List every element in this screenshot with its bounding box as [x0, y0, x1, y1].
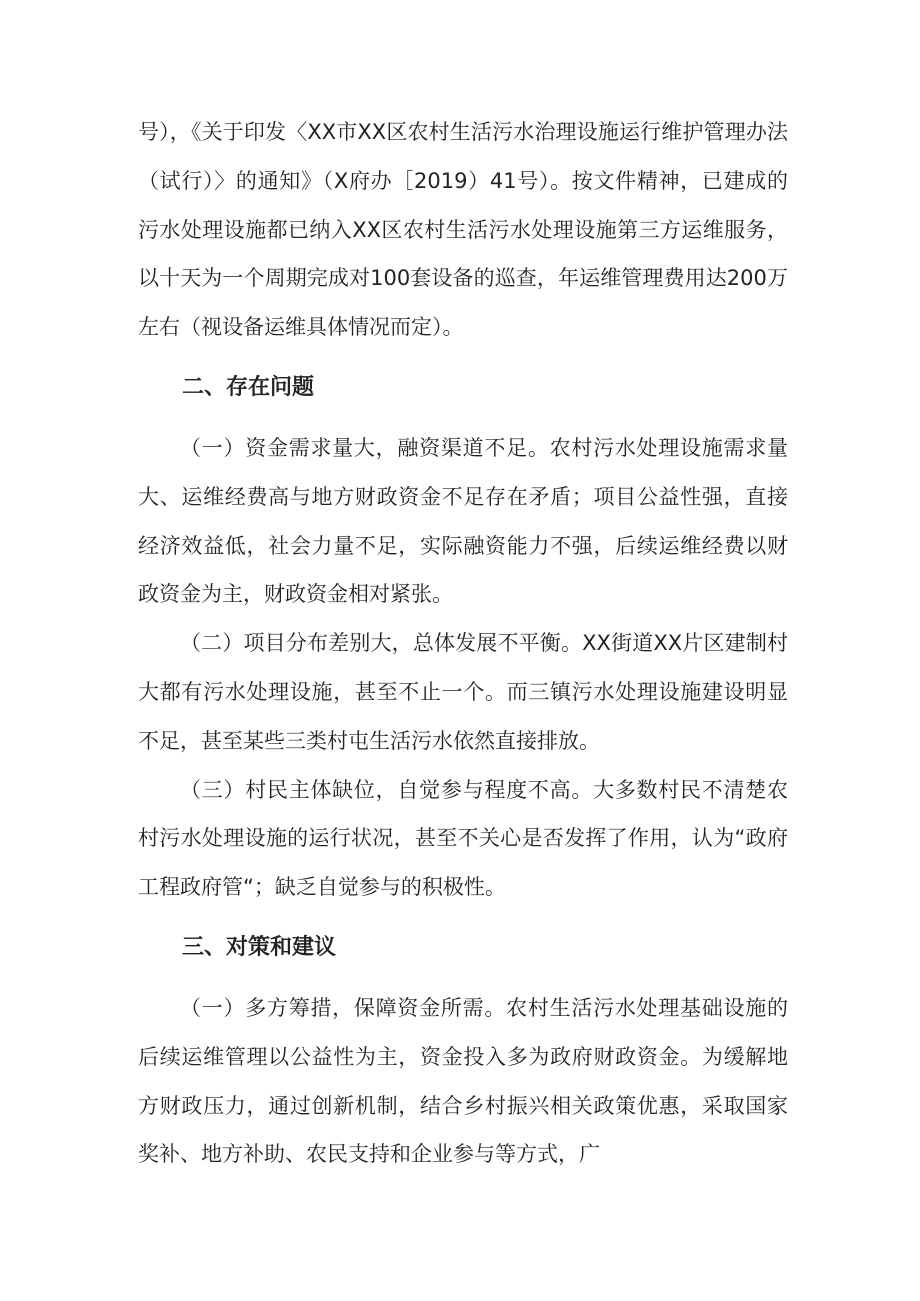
paragraph-intro-continued: 号），《关于印发〈XX市XX区农村生活污水治理设施运行维护管理办法（试行）〉的通知》（X府办［2019）41号）。按文件精神，已建成的污水处理设施都已纳入XX区农村生活污水处理设施第三方运维服务，以十天为一个周期完成对100套设备的巡查，年运维管理费用达200万左右（视设备运维具体情况而定）。	[138, 120, 788, 340]
section-heading-suggestions: 三、对策和建议	[182, 934, 337, 960]
paragraph-problem-2: （二）项目分布差别大，总体发展不平衡。XX街道XX片区建制村大都有污水处理设施，甚至不止一个。而三镇污水处理设施建设明显不足，甚至某些三类村屯生活污水依然直接排放。	[138, 631, 788, 753]
paragraph-problem-1: （一）资金需求量大，融资渠道不足。农村污水处理设施需求量大、运维经费高与地方财政资金不足存在矛盾；项目公益性强，直接经济效益低，社会力量不足，实际融资能力不强，后续运维经费以财政资金为主，财政资金相对紧张。	[138, 435, 788, 607]
paragraph-suggestion-1: （一）多方筹措，保障资金所需。农村生活污水处理基础设施的后续运维管理以公益性为主，资金投入多为政府财政资金。为缓解地方财政压力，通过创新机制，结合乡村振兴相关政策优惠，采取国家奖补、地方补助、农民支持和企业参与等方式，广	[138, 995, 788, 1167]
paragraph-problem-3: （三）村民主体缺位，自觉参与程度不高。大多数村民不清楚农村污水处理设施的运行状况，甚至不关心是否发挥了作用，认为“政府工程政府管“；缺乏自觉参与的积极性。	[138, 777, 788, 900]
document-body	[138, 108, 788, 1179]
section-heading-problems: 二、存在问题	[182, 374, 315, 400]
